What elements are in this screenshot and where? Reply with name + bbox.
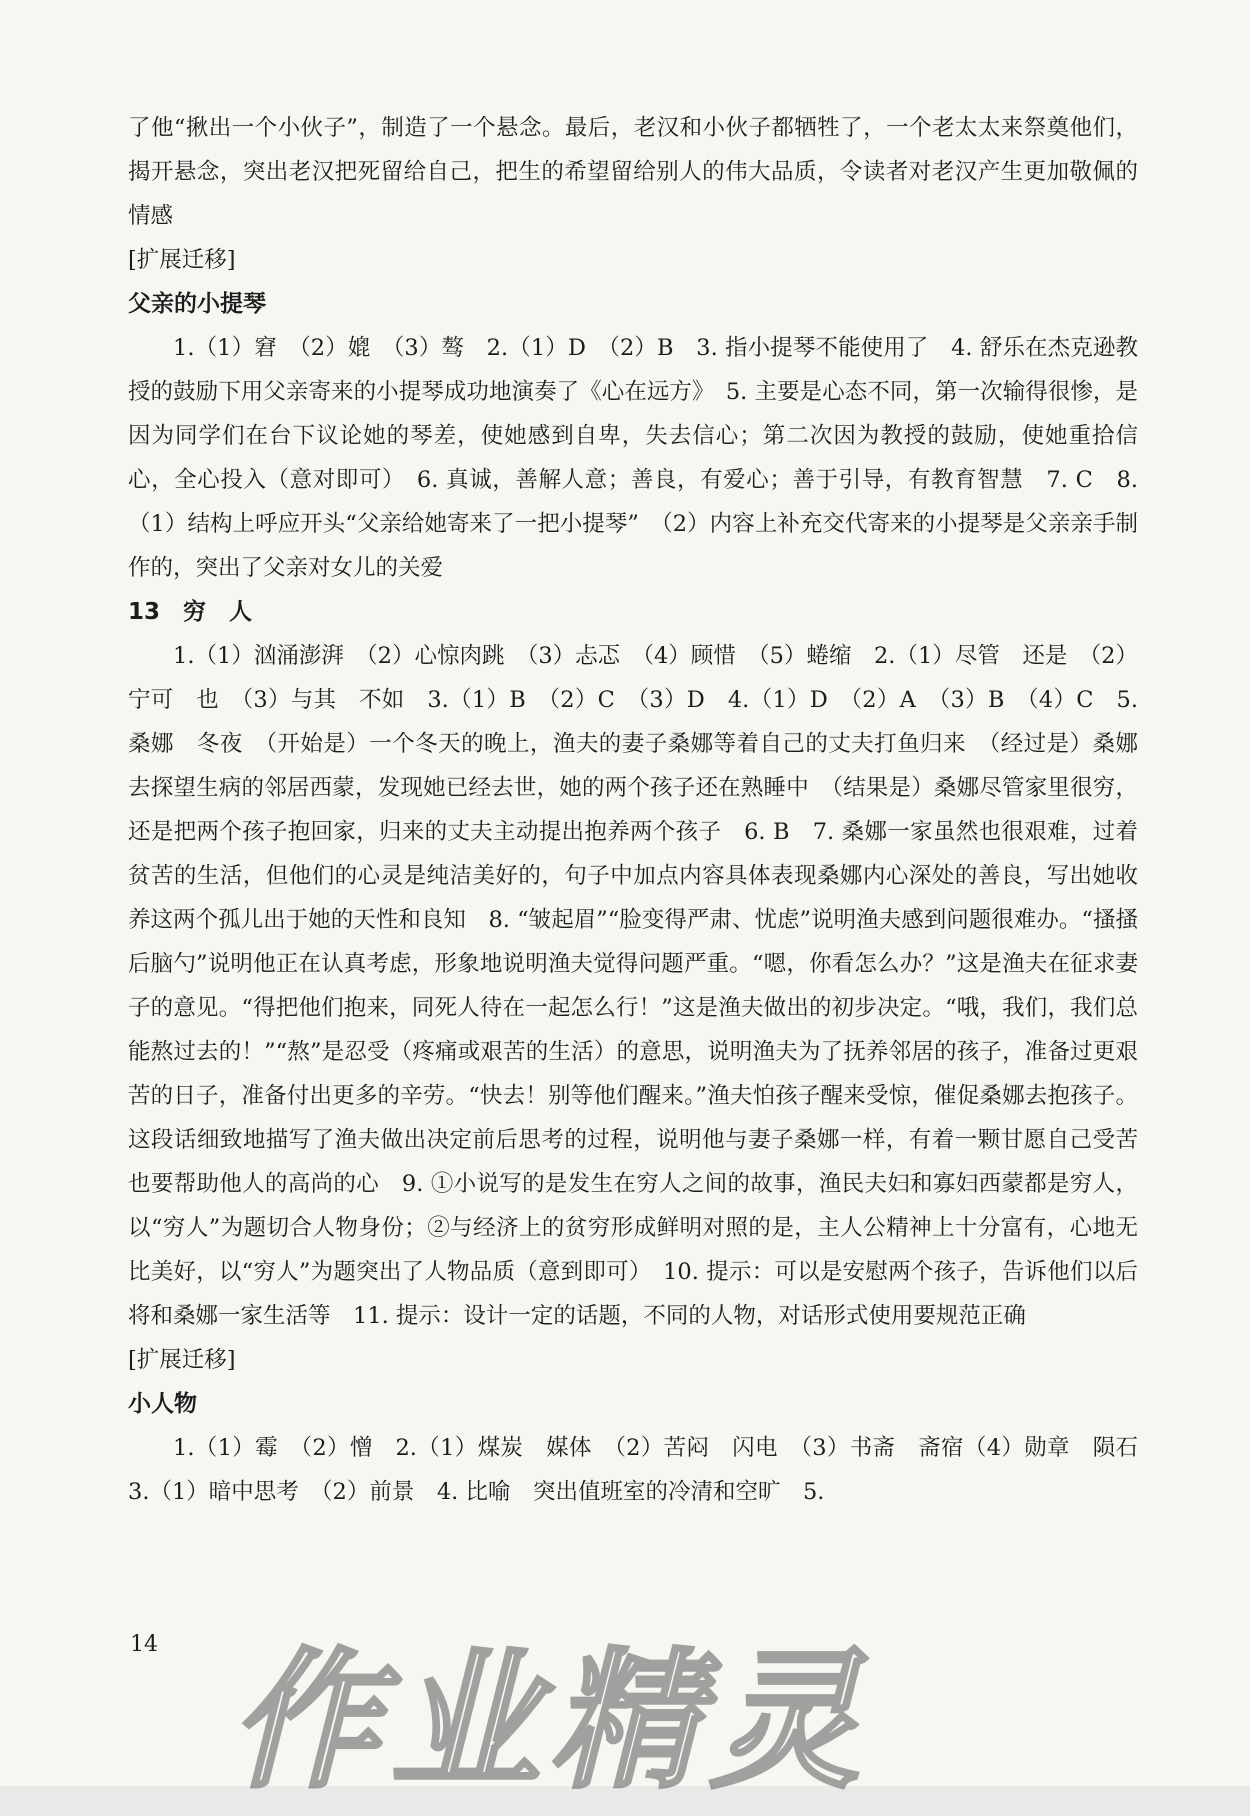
paragraph-little-person-answers: 1.（1）霉 （2）憎 2.（1）煤炭 媒体 （2）苦闷 闪电 （3）书斋 斋宿（4）勋章 陨石 3.（1）暗中思考 （2）前景 4. 比喻 突出值班室的冷清和空旷 5. xyxy=(128,1435,1161,1505)
paragraph-continuation: 了他“揪出一个小伙子”，制造了一个悬念。最后，老汉和小伙子都牺牲了，一个老太太来祭奠他们，揭开悬念，突出老汉把死留给自己，把生的希望留给别人的伟大品质，令读者对老汉产生更加敬佩的情感 xyxy=(128,115,1138,229)
paragraph-father-violin-answers: 1.（1）窘 （2）媲 （3）骜 2.（1）D （2）B 3. 指小提琴不能使用了 4. 舒乐在杰克逊教授的鼓励下用父亲寄来的小提琴成功地演奏了《心在远方》 5. 主要是心态不同，第一次输得很惨，是因为同学们在台下议论她的琴差，使她感到自卑，失去信心；第二次因为教授的鼓励，使她重拾信心，全心投入（意对即可） 6. 真诚，善解人意；善良，有爱心；善于引导，有教育智慧 7. C 8.（1）结构上呼应开头“父亲给她寄来了一把小提琴” （2）内容上补充交代寄来的小提琴是父亲亲手制作的，突出了父亲对女儿的关爱 xyxy=(128,335,1138,581)
section-label-extension: [扩展迁移] xyxy=(128,247,236,273)
heading-father-violin: 父亲的小提琴 xyxy=(128,291,266,317)
answer-content xyxy=(128,106,1161,1514)
watermark-logo: 作业精灵 xyxy=(230,1635,871,1809)
section-label-extension-2: [扩展迁移] xyxy=(128,1347,236,1373)
heading-little-person: 小人物 xyxy=(128,1391,197,1417)
paragraph-lesson-13-answers: 1.（1）汹涌澎湃 （2）心惊肉跳 （3）忐忑 （4）顾惜 （5）蜷缩 2.（1）尽管 还是 （2）宁可 也 （3）与其 不如 3.（1）B （2）C （3）D 4.（1）D （2）A （3）B （4）C 5. 桑娜 冬夜 （开始是）一个冬天的晚上，渔夫的妻子桑娜等着自己的丈夫打鱼归来 （经过是）桑娜去探望生病的邻居西蒙，发现她已经去世，她的两个孩子还在熟睡中 （结果是）桑娜尽管家里很穷，还是把两个孩子抱回家，归来的丈夫主动提出抱养两个孩子 6. B 7. 桑娜一家虽然也很艰难，过着贫苦的生活，但他们的心灵是纯洁美好的，句子中加点内容具体表现桑娜内心深处的善良，写出她收养这两个孤儿出于她的天性和良知 8. “皱起眉”“脸变得严肃、忧虑”说明渔夫感到问题很难办。“搔搔后脑勺”说明他正在认真考虑，形象地说明渔夫觉得问题严重。“嗯，你看怎么办？”这是渔夫在征求妻子的意见。“得把他们抱来，同死人待在一起怎么行！”这是渔夫做出的初步决定。“哦，我们，我们总能熬过去的！”“熬”是忍受（疼痛或艰苦的生活）的意思，说明渔夫为了抚养邻居的孩子，准备过更艰苦的日子，准备付出更多的辛劳。“快去！别等他们醒来。”渔夫怕孩子醒来受惊，催促桑娜去抱孩子。这段话细致地描写了渔夫做出决定前后思考的过程，说明他与妻子桑娜一样，有着一颗甘愿自己受苦也要帮助他人的高尚的心 9. ①小说写的是发生在穷人之间的故事，渔民夫妇和寡妇西蒙都是穷人，以“穷人”为题切合人物身份；②与经济上的贫穷形成鲜明对照的是，主人公精神上十分富有，心地无比美好，以“穷人”为题突出了人物品质（意到即可） 10. 提示：可以是安慰两个孩子，告诉他们以后将和桑娜一家生活等 11. 提示：设计一定的话题，不同的人物，对话形式使用要规范正确 xyxy=(128,643,1138,1329)
page-number: 14 xyxy=(130,1632,158,1657)
heading-lesson-13: 13 穷 人 xyxy=(128,599,253,625)
